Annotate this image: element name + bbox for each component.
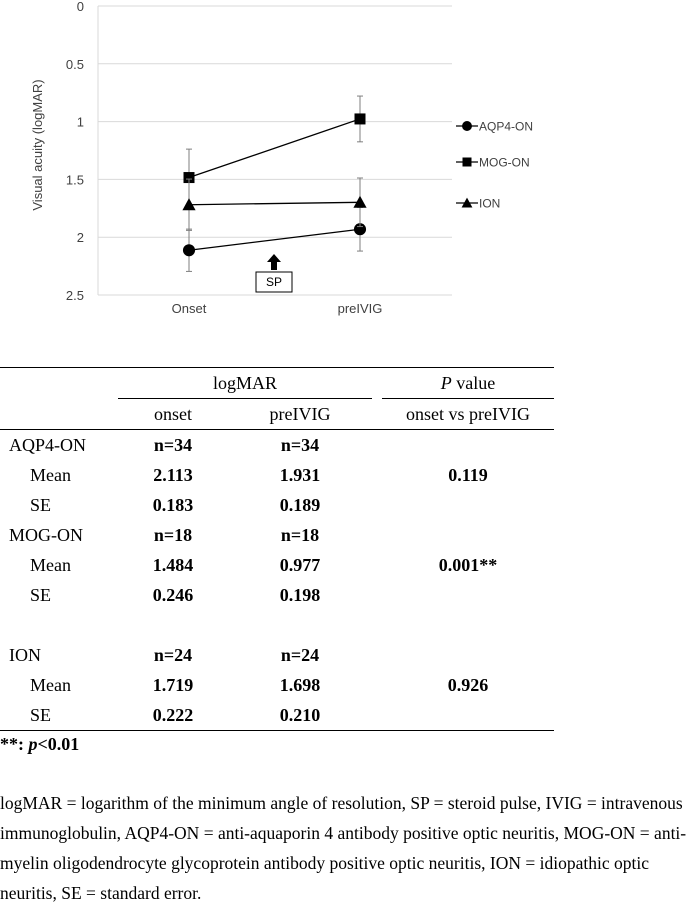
col-onset-header: onset [118,399,228,430]
col-compare-header: onset vs preIVIG [382,399,554,430]
preivig-value: 0.210 [228,700,372,731]
p-value: 0.119 [448,465,488,485]
y-tick-label: 0 [76,0,84,14]
onset-value: 0.183 [152,495,194,515]
square-marker [355,113,366,124]
onset-value: n=24 [153,645,193,665]
sp-label: SP [265,275,283,289]
preivig-value: n=34 [280,435,320,455]
row-label [0,610,118,640]
spacer-cell [372,580,382,610]
row-label: SE [30,585,52,605]
legend-item-ion [456,197,500,211]
footnote: logMAR = logarithm of the minimum angle of resolution, SP = steroid pulse, IVIG = intravenous immunoglobulin, AQP4-ON = anti-aquaporin 4 antibody positive optic neuritis, MOG-ON = anti-myelin oligodendrocyte glycoprotein antibody positive optic neuritis, ION = idiopathic optic neuritis, SE = standard error. [0,793,687,903]
series-ion [182,178,366,230]
spacer-cell [372,550,382,580]
circle-marker [462,121,472,131]
row-label: MOG-ON [9,525,83,545]
p-value [382,430,554,461]
spacer-cell [372,520,382,550]
y-tick-label: 1 [76,114,84,130]
square-marker [463,158,472,167]
series-line [189,229,360,250]
preivig-value: n=18 [280,525,320,545]
col-preivig-header: preIVIG [228,399,372,430]
spacer-cell [372,670,382,700]
preivig-value: 1.698 [279,675,321,695]
p-value [382,610,554,640]
spacer-cell [372,640,382,670]
x-tick-label: preIVIG [337,301,383,316]
row-label: SE [0,700,118,731]
row-label: Mean [30,465,71,485]
sp-annotation [256,254,292,292]
table-row [0,550,554,580]
onset-value: 0.222 [118,700,228,731]
preivig-value [228,610,372,640]
onset-value: 1.719 [152,675,194,695]
row-label: SE [30,495,52,515]
spacer-cell [372,430,382,461]
spacer-cell [372,490,382,520]
p-value-header: P value [382,368,554,399]
onset-value: 2.113 [153,465,193,485]
y-tick-label: 2 [76,230,84,246]
table-row [0,580,554,610]
preivig-value: 0.198 [279,585,321,605]
p-value [382,640,554,670]
p-value [382,520,554,550]
p-value: 0.926 [447,675,489,695]
table-row [0,610,554,640]
row-label: Mean [30,555,71,575]
onset-value [118,610,228,640]
preivig-value: 0.977 [279,555,321,575]
spacer-cell [372,700,382,731]
preivig-value: n=24 [280,645,320,665]
logmar-stats-table [0,367,554,731]
onset-value: n=18 [153,525,193,545]
onset-value: 1.484 [152,555,194,575]
preivig-value: 0.189 [279,495,321,515]
p-value: 0.001** [438,555,498,575]
table-row [0,640,554,670]
spacer-cell [372,460,382,490]
table-row [0,430,554,461]
logmar-group-header: logMAR [118,368,372,399]
y-tick-label: 2.5 [65,288,84,303]
significance-note: **: p<0.01 [0,734,80,754]
onset-value: n=34 [153,435,193,455]
spacer-cell [372,610,382,640]
p-value [382,490,554,520]
legend-label: ION [479,196,501,211]
legend-item-aqp4-on [456,120,533,134]
legend-item-mog-on [456,156,530,170]
up-arrow-icon [267,254,281,270]
visual-acuity-chart [0,0,694,350]
circle-marker [183,244,195,256]
row-label: Mean [30,675,71,695]
legend-label: MOG-ON [479,155,530,170]
table-row [0,520,554,550]
table-row [0,490,554,520]
preivig-value: 1.931 [279,465,321,485]
table-row [0,460,554,490]
table-row [0,670,554,700]
series-line [189,119,360,178]
series-line [189,202,360,204]
p-value [382,580,554,610]
y-tick-label: 1.5 [65,172,84,188]
row-label: AQP4-ON [9,435,87,455]
p-value [382,700,554,731]
onset-value: 0.246 [152,585,194,605]
series-mog-on [184,96,366,206]
y-tick-label: 0.5 [65,56,84,72]
x-tick-label: Onset [171,301,207,316]
y-axis-label: Visual acuity (logMAR) [30,79,45,211]
row-label: ION [9,645,41,665]
table-row [0,700,554,731]
legend-label: AQP4-ON [479,119,534,134]
